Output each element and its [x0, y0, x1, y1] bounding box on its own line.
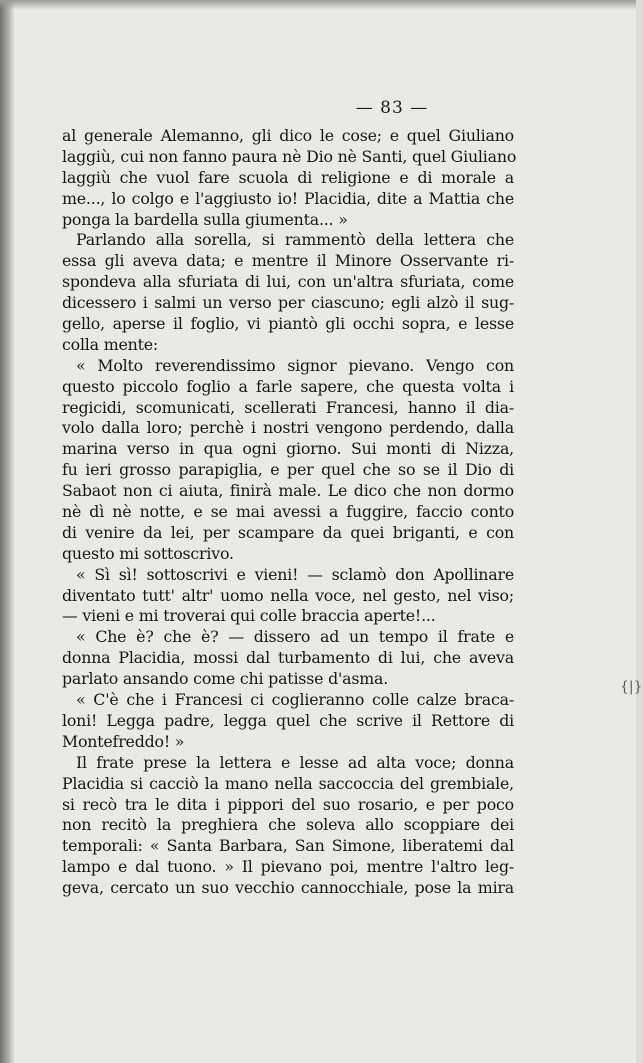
text-line: temporali: « Santa Barbara, San Simone, liberatemi dal — [62, 836, 514, 856]
text-line: marina verso in qua ogni giorno. Sui monti di Nizza, — [62, 439, 514, 459]
text-line: — vieni e mi troverai qui colle braccia aperte!... — [62, 606, 436, 626]
text-line: « Molto reverendissimo signor pievano. Vengo con — [76, 355, 514, 375]
text-line: donna Placidia, mossi dal turbamento di lui, che aveva — [62, 648, 514, 668]
text-line: gello, aperse il foglio, vi piantò gli occhi sopra, e lesse — [62, 314, 514, 334]
text-line: Sabaot non ci aiuta, finirà male. Le dico che non dormo — [62, 481, 514, 501]
text-line: laggiù che vuol fare scuola di religione e di morale a — [62, 167, 514, 187]
text-line: parlato ansando come chi patisse d'asma. — [62, 669, 389, 689]
text-line: Parlando alla sorella, si rammentò della lettera che — [76, 230, 514, 250]
text-line: colla mente: — [62, 334, 159, 354]
text-line: lampo e dal tuono. » Il pievano poi, mentre l'altro leg- — [62, 857, 514, 877]
text-line: regicidi, scomunicati, scellerati Francesi, hanno il dia- — [62, 397, 514, 417]
page-spine-shadow — [0, 0, 14, 1063]
margin-mark: {|} — [620, 679, 643, 695]
text-line: « C'è che i Francesi ci coglieranno colle calze braca- — [76, 690, 514, 710]
text-line: ponga la bardella sulla giumenta... » — [62, 209, 348, 229]
text-line: loni! Legga padre, legga quel che scrive il Rettore di — [62, 710, 514, 730]
text-line: essa gli aveva data; e mentre il Minore Osservante ri- — [62, 251, 514, 271]
text-line: spondeva alla sfuriata di lui, con un'altra sfuriata, come — [62, 272, 514, 292]
text-line: al generale Alemanno, gli dico le cose; e quel Giuliano — [62, 126, 514, 145]
text-line: questo piccolo foglio a farle sapere, che questa volta i — [62, 376, 514, 396]
text-line: di venire da lei, per scampare da quei briganti, e con — [62, 522, 514, 542]
text-line: laggiù, cui non fanno paura nè Dio nè Santi, quel Giuliano — [62, 146, 517, 166]
text-line: Il frate prese la lettera e lesse ad alta voce; donna — [76, 752, 514, 772]
text-line: dicessero i salmi un verso per ciascuno; egli alzò il sug- — [62, 293, 514, 313]
page-top-shadow — [0, 0, 636, 10]
text-line: me..., lo colgo e l'aggiusto io! Placidia, dite a Mattia che — [62, 188, 514, 208]
text-line: « Sì sì! sottoscrivi e vieni! — sclamò don Apollinare — [76, 564, 514, 584]
body-text — [62, 126, 517, 899]
text-line: non recitò la preghiera che soleva allo scoppiare dei — [62, 815, 514, 835]
text-line: diventato tutt' altr' uomo nella voce, nel gesto, nel viso; — [62, 585, 514, 605]
text-line: « Che è? che è? — dissero ad un tempo il frate e — [76, 627, 514, 647]
text-line: si recò tra le dita i pippori del suo rosario, e per poco — [62, 794, 514, 814]
page-number: — 83 — — [355, 98, 429, 118]
text-line: Montefreddo! » — [62, 731, 185, 751]
text-line: volo dalla loro; perchè i nostri vengono perdendo, dalla — [62, 418, 514, 438]
text-line: geva, cercato un suo vecchio cannocchiale, pose la mira — [62, 878, 514, 898]
text-line: questo mi sottoscrivo. — [62, 543, 234, 563]
text-line: nè dì nè notte, e se mai avessi a fuggire, faccio conto — [62, 502, 514, 522]
text-line: Placidia si cacciò la mano nella saccoccia del grembiale, — [62, 773, 514, 793]
text-line: fu ieri grosso parapiglia, e per quel che so se il Dio di — [62, 460, 514, 480]
